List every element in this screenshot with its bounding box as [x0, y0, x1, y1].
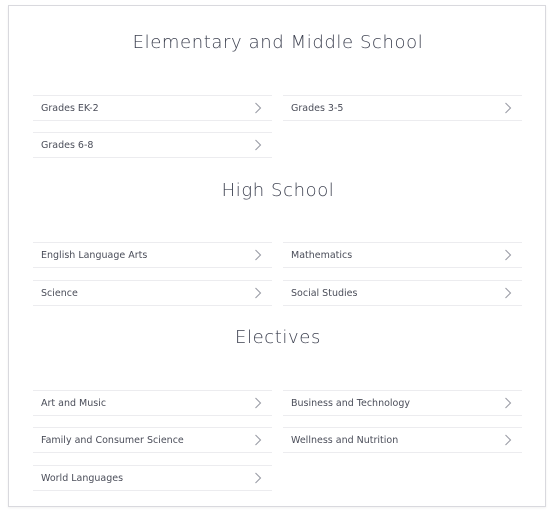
chevron-right-icon	[251, 286, 265, 300]
chevron-right-icon	[501, 248, 515, 262]
link-label: Social Studies	[291, 287, 358, 299]
link-label: Family and Consumer Science	[41, 434, 184, 446]
link-wellness-and-nutrition[interactable]	[283, 427, 522, 453]
chevron-right-icon	[501, 286, 515, 300]
link-social-studies[interactable]	[283, 280, 522, 306]
link-english-language-arts[interactable]	[33, 242, 272, 268]
course-catalog-panel	[8, 5, 546, 507]
chevron-right-icon	[251, 433, 265, 447]
link-label: English Language Arts	[41, 249, 148, 261]
link-science[interactable]	[33, 280, 272, 306]
link-label: Wellness and Nutrition	[291, 434, 399, 446]
link-label: Art and Music	[41, 397, 107, 409]
link-mathematics[interactable]	[283, 242, 522, 268]
link-label: Business and Technology	[291, 397, 411, 409]
link-label: Grades 3-5	[291, 102, 344, 114]
section-title-electives: Electives	[235, 327, 321, 348]
chevron-right-icon	[251, 248, 265, 262]
link-label: Science	[41, 287, 78, 299]
link-label: Mathematics	[291, 249, 353, 261]
chevron-right-icon	[251, 101, 265, 115]
link-art-and-music[interactable]	[33, 390, 272, 416]
chevron-right-icon	[251, 138, 265, 152]
chevron-right-icon	[251, 396, 265, 410]
section-title-high-school: High School	[221, 180, 335, 201]
chevron-right-icon	[501, 433, 515, 447]
chevron-right-icon	[251, 471, 265, 485]
link-grades-6-8[interactable]	[33, 132, 272, 158]
link-label: Grades EK-2	[41, 102, 99, 114]
section-title-elementary-middle: Elementary and Middle School	[132, 32, 424, 53]
link-world-languages[interactable]	[33, 465, 272, 491]
chevron-right-icon	[501, 101, 515, 115]
link-grades-3-5[interactable]	[283, 95, 522, 121]
link-label: Grades 6-8	[41, 139, 94, 151]
link-business-and-technology[interactable]	[283, 390, 522, 416]
link-label: World Languages	[41, 472, 124, 484]
link-family-and-consumer-science[interactable]	[33, 427, 272, 453]
chevron-right-icon	[501, 396, 515, 410]
link-grades-ek-2[interactable]	[33, 95, 272, 121]
